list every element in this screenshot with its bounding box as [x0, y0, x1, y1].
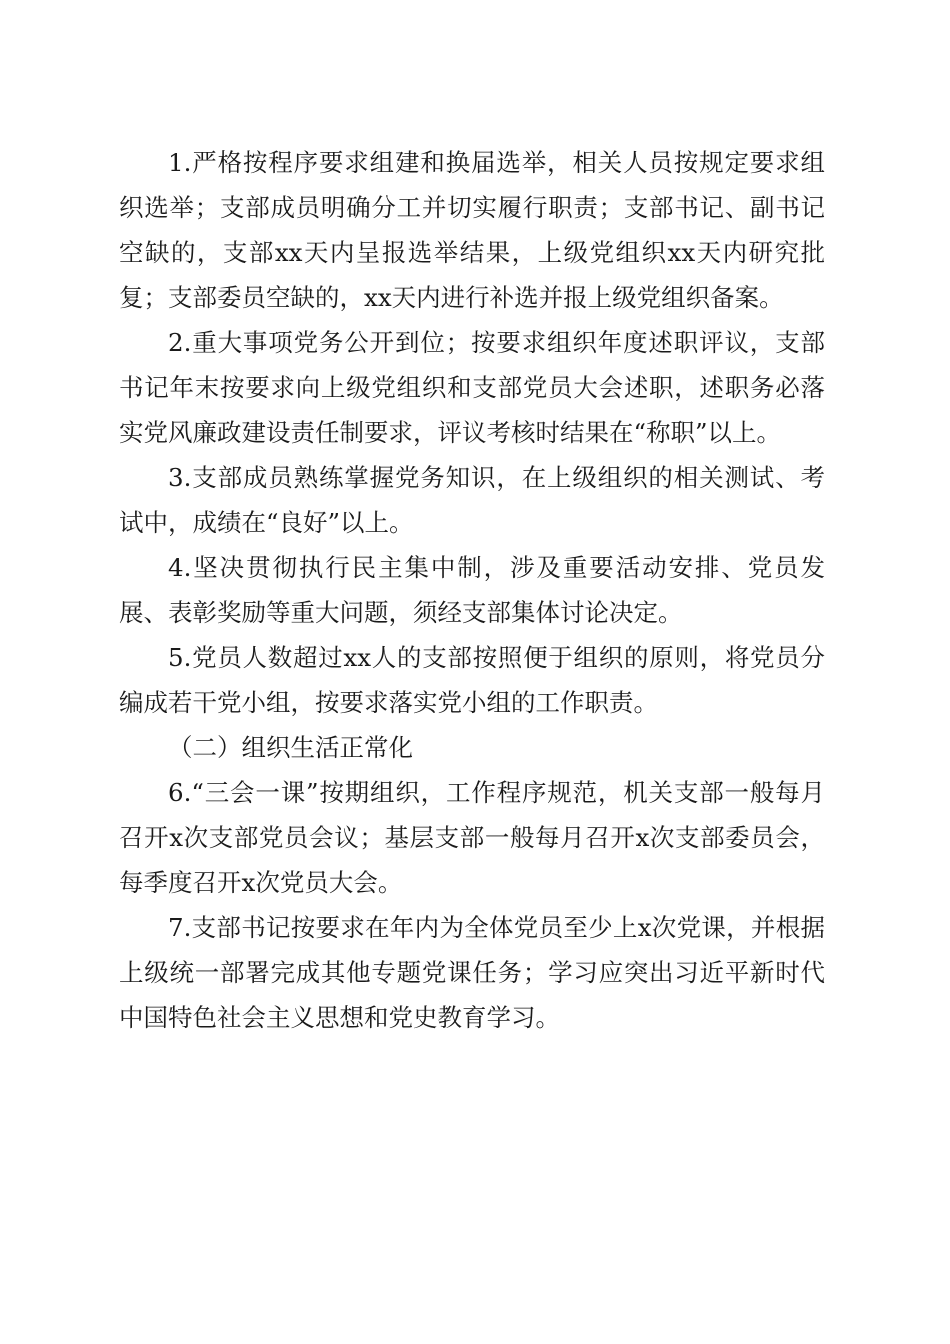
paragraph-2: 2.重大事项党务公开到位；按要求组织年度述职评议，支部书记年末按要求向上级党组织和支部党员大会述职，述职务必落实党风廉政建设责任制要求，评议考核时结果在“称职”以上。 [119, 328, 825, 447]
paragraph-1: 1.严格按程序要求组建和换届选举，相关人员按规定要求组织选举；支部成员明确分工并切实履行职责；支部书记、副书记空缺的，支部xx天内呈报选举结果，上级党组织xx天内研究批复；支部委员空缺的，xx天内进行补选并报上级党组织备案。 [119, 148, 825, 312]
paragraph-4: 4.坚决贯彻执行民主集中制，涉及重要活动安排、党员发展、表彰奖励等重大问题，须经支部集体讨论决定。 [119, 553, 825, 627]
paragraph-5: 5.党员人数超过xx人的支部按照便于组织的原则，将党员分编成若干党小组，按要求落实党小组的工作职责。 [119, 643, 825, 717]
paragraph-3: 3.支部成员熟练掌握党务知识，在上级组织的相关测试、考试中，成绩在“良好”以上。 [119, 463, 825, 537]
paragraph-7: 7.支部书记按要求在年内为全体党员至少上x次党课，并根据上级统一部署完成其他专题党课任务；学习应突出习近平新时代中国特色社会主义思想和党史教育学习。 [119, 913, 825, 1032]
section-heading: （二）组织生活正常化 [168, 733, 413, 762]
document-body [119, 140, 825, 1040]
paragraph-6: 6.“三会一课”按期组织，工作程序规范，机关支部一般每月召开x次支部党员会议；基层支部一般每月召开x次支部委员会，每季度召开x次党员大会。 [119, 778, 825, 897]
